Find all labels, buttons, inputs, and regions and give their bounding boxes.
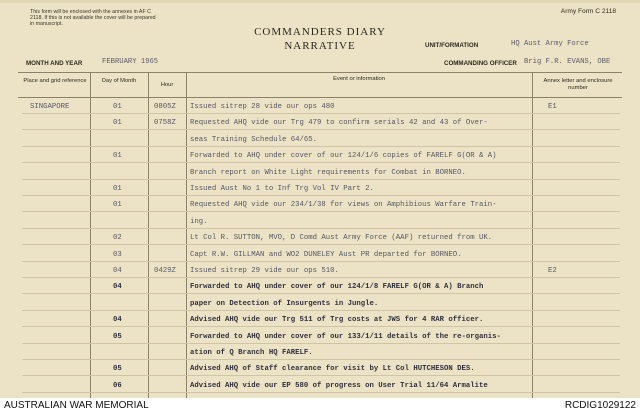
header-event: Event or information bbox=[333, 76, 385, 82]
row-place: SINGAPORE bbox=[30, 103, 70, 111]
row-event: Forwarded to AHQ under cover of our 124/1/8 FARELF G(OR & A) Branch bbox=[190, 283, 484, 292]
row-guide-line bbox=[22, 277, 620, 278]
row-event: Requested AHQ vide our 234/1/38 for views on Amphibious Warfare Train- bbox=[190, 201, 497, 210]
row-event: Forwarded to AHQ under cover of our 133/1/11 details of the re-organis- bbox=[190, 332, 501, 341]
row-guide-line bbox=[22, 326, 620, 327]
month-label: MONTH AND YEAR bbox=[26, 60, 83, 67]
row-day: 01 bbox=[113, 185, 122, 193]
archive-footer bbox=[0, 398, 640, 415]
col-divider-1 bbox=[90, 72, 91, 398]
row-event: Issued sitrep 28 vide our ops 480 bbox=[190, 103, 335, 111]
row-event: Advised AHQ vide our EP 580 of progress on User Trial 11/64 Armalite bbox=[190, 381, 488, 390]
officer-label: COMMANDING OFFICER bbox=[444, 60, 517, 67]
row-day: 04 bbox=[113, 283, 122, 292]
row-event: Lt Col R. SUTTON, MVO, D Comd Aust Army Force (AAF) returned from UK. bbox=[190, 234, 493, 243]
row-day: 06 bbox=[113, 381, 122, 390]
row-guide-line bbox=[22, 261, 620, 262]
diary-subtitle: NARRATIVE bbox=[284, 40, 356, 52]
row-day: 04 bbox=[113, 316, 122, 325]
row-guide-line bbox=[22, 228, 620, 229]
row-day: 05 bbox=[113, 365, 122, 374]
header-place: Place and grid reference bbox=[23, 78, 87, 84]
col-divider-3 bbox=[186, 72, 187, 398]
row-guide-line bbox=[22, 244, 620, 245]
unit-label: UNIT/FORMATION bbox=[425, 42, 479, 49]
row-day: 01 bbox=[113, 201, 122, 210]
row-guide-line bbox=[22, 375, 620, 376]
paper-edge bbox=[0, 0, 640, 3]
row-guide-line bbox=[22, 211, 620, 212]
row-guide-line bbox=[22, 195, 620, 196]
row-event: Issued sitrep 29 vide our ops 510. bbox=[190, 267, 339, 275]
unit-value: HQ Aust Army Force bbox=[511, 40, 589, 48]
header-day: Day of Month bbox=[101, 78, 137, 84]
row-day: 03 bbox=[113, 250, 122, 259]
form-note: This form will be enclosed with the annexes in AF C 2118. If this is not available the cover will be prepared in manuscript. bbox=[30, 9, 156, 28]
army-form-number: Army Form C 2118 bbox=[560, 8, 616, 15]
row-guide-line bbox=[22, 293, 620, 294]
footer-institution: AUSTRALIAN WAR MEMORIAL bbox=[4, 400, 149, 411]
row-event: ing. bbox=[190, 217, 208, 226]
row-day: 02 bbox=[113, 234, 122, 243]
row-day: 05 bbox=[113, 332, 122, 341]
row-guide-line bbox=[22, 343, 620, 344]
row-event: Capt R.W. GILLMAN and WO2 DUNELEY Aust PR departed for BORNEO. bbox=[190, 250, 462, 259]
row-event: Branch report on White Light requirements for Combat in BORNEO. bbox=[190, 168, 466, 177]
row-day: 01 bbox=[113, 103, 122, 111]
row-day: 01 bbox=[113, 119, 122, 128]
row-annex: E2 bbox=[548, 267, 557, 275]
row-event: Forwarded to AHQ under cover of our 124/1/6 copies of FARELF G(OR & A) bbox=[190, 152, 497, 161]
row-guide-line bbox=[22, 310, 620, 311]
row-event: Advised AHQ of Staff clearance for visit by Lt Col HUTCHESON DES. bbox=[190, 365, 475, 374]
row-event: paper on Detection of Insurgents in Jungle. bbox=[190, 299, 379, 308]
footer-reference: RCDIG1029122 bbox=[564, 400, 636, 411]
row-hour: 0805Z bbox=[154, 103, 176, 111]
row-annex: E1 bbox=[548, 103, 557, 111]
row-guide-line bbox=[22, 129, 620, 130]
row-guide-line bbox=[22, 113, 620, 114]
row-event: seas Training Schedule 64/65. bbox=[190, 135, 317, 144]
col-divider-2 bbox=[148, 72, 149, 398]
row-guide-line bbox=[22, 392, 620, 393]
header-hour: Hour bbox=[160, 82, 174, 88]
row-hour: 0429Z bbox=[154, 267, 176, 275]
row-guide-line bbox=[22, 146, 620, 147]
row-day: 01 bbox=[113, 152, 122, 161]
row-guide-line bbox=[22, 359, 620, 360]
row-hour: 0758Z bbox=[154, 119, 176, 128]
row-day: 04 bbox=[113, 267, 122, 275]
row-event: ation of Q Branch HQ FARELF. bbox=[190, 349, 313, 357]
row-event: Requested AHQ vide our Trg 479 to confirm serials 42 and 43 of Over- bbox=[190, 119, 488, 128]
row-event: Advised AHQ vide our Trg 511 of Trg costs at JWS for 4 RAR officer. bbox=[190, 316, 484, 325]
month-value: FEBRUARY 1965 bbox=[102, 58, 159, 66]
officer-value: Brig F.R. EVANS, OBE bbox=[524, 58, 611, 66]
row-guide-line bbox=[22, 162, 620, 163]
header-annex: Annex letter and enclosure number bbox=[543, 78, 613, 91]
row-guide-line bbox=[22, 179, 620, 180]
row-event: Issued Aust No 1 to Inf Trg Vol IV Part 2. bbox=[190, 185, 374, 193]
col-divider-4 bbox=[532, 72, 533, 398]
diary-title: COMMANDERS DIARY bbox=[254, 26, 386, 38]
